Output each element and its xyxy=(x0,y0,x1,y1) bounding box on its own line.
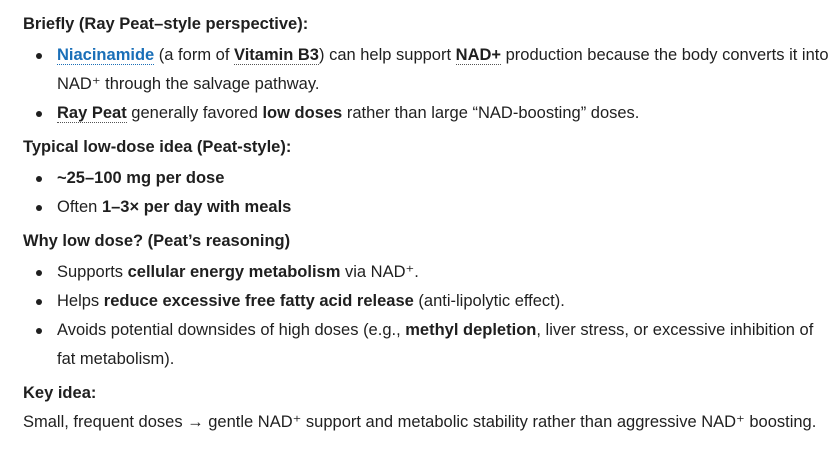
bullet-icon xyxy=(36,299,42,305)
list-item: Often 1–3× per day with meals xyxy=(23,193,835,222)
key-idea-text: Small, frequent doses → gentle NAD⁺ support and metabolic stability rather than aggressive NAD⁺ boosting. xyxy=(23,413,817,431)
niacinamide-link[interactable]: Niacinamide xyxy=(57,46,155,64)
list-item: Helps reduce excessive free fatty acid release (anti-lipolytic effect). xyxy=(23,287,835,316)
bullet-icon xyxy=(36,205,42,211)
nad-plus-term[interactable]: NAD+ xyxy=(455,46,502,64)
list-item: Niacinamide (a form of Vitamin B3) can help support NAD+ production because the body converts it into NAD⁺ through the salvage pathway. xyxy=(23,41,835,99)
bullet-icon xyxy=(36,328,42,334)
vitamin-b3-term[interactable]: Vitamin B3 xyxy=(234,46,319,64)
list-item: Supports cellular energy metabolism via NAD⁺. xyxy=(23,258,835,287)
reasoning-list xyxy=(23,258,835,374)
bullet-icon xyxy=(36,111,42,117)
ray-peat-term[interactable]: Ray Peat xyxy=(57,104,127,122)
typical-dose-list xyxy=(23,164,835,222)
section-heading-briefly: Briefly (Ray Peat–style perspective): xyxy=(23,15,309,33)
section-heading-typical-dose: Typical low-dose idea (Peat-style): xyxy=(23,138,292,156)
section-heading-why-low-dose: Why low dose? (Peat’s reasoning) xyxy=(23,232,291,250)
bullet-icon xyxy=(36,53,42,59)
list-item: Avoids potential downsides of high doses (e.g., methyl depletion, liver stress, or excessive inhibition of fat metabolism). xyxy=(23,316,835,374)
section-heading-key-idea: Key idea: xyxy=(23,384,97,402)
briefly-list xyxy=(23,41,835,128)
list-item: ~25–100 mg per dose xyxy=(23,164,835,193)
list-item: Ray Peat generally favored low doses rather than large “NAD-boosting” doses. xyxy=(23,99,835,128)
bullet-icon xyxy=(36,270,42,276)
bullet-icon xyxy=(36,176,42,182)
